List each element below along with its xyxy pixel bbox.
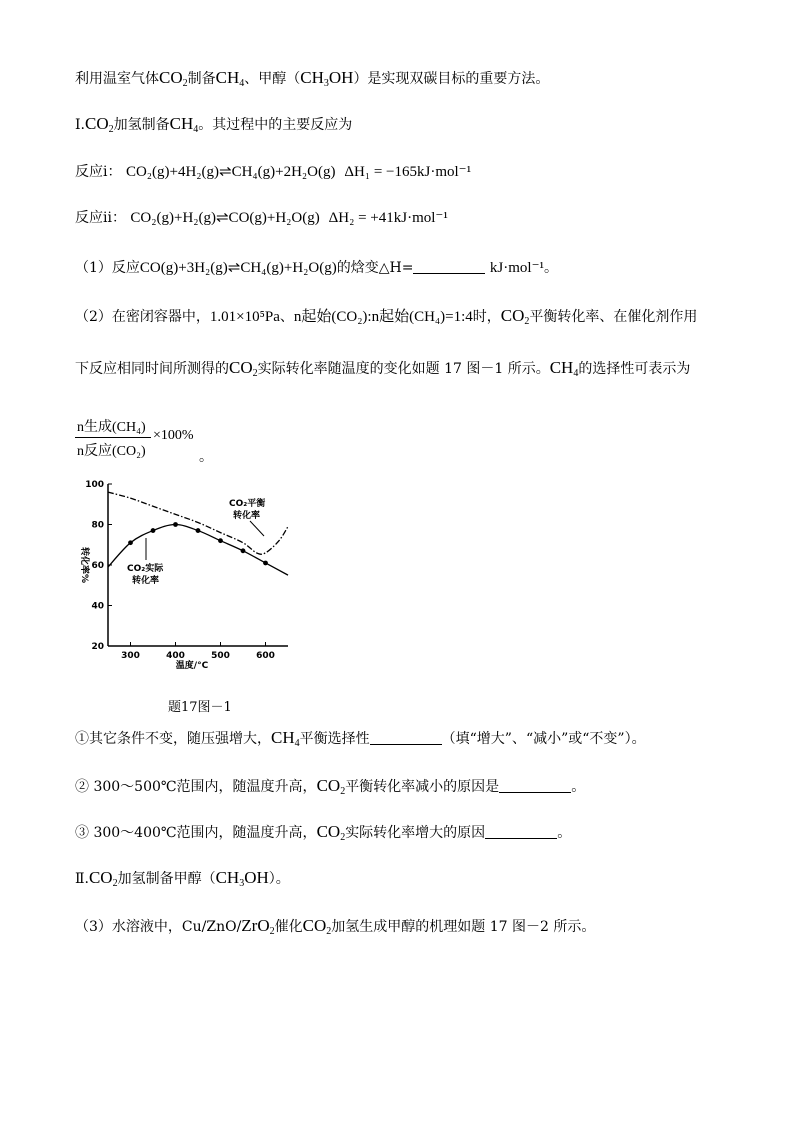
- chart-labels: [127, 497, 265, 586]
- q3-mid: 催化: [274, 919, 303, 935]
- selectivity-fraction: [75, 416, 213, 465]
- y-tick-label: 60: [91, 561, 104, 571]
- sub3-text: 实际转化率增大的原因: [345, 825, 486, 841]
- q3-text: 加氢生成甲醇的机理如题 17 图－2 所示。: [331, 919, 596, 935]
- data-point: [173, 522, 178, 527]
- intro-text-2: 制备: [187, 71, 216, 87]
- reaction-1-enthalpy: ΔH₁ = −165kJ·mol⁻¹: [344, 164, 472, 180]
- q1-end: 。: [544, 260, 558, 276]
- data-point: [263, 561, 268, 566]
- ch4-formula: $CH_4$: [271, 728, 300, 749]
- section-2-text-1: 加氢制备甲醇（: [117, 871, 216, 887]
- sub1-text: 平衡选择性: [299, 731, 370, 747]
- co2-formula: $CO_2$: [229, 358, 258, 379]
- reaction-2-enthalpy: ΔH₂ = +41kJ·mol⁻¹: [328, 210, 448, 226]
- question-1: [75, 258, 558, 278]
- section-1-number: Ⅰ.: [75, 117, 85, 133]
- co2-formula: $CO_2$: [88, 868, 118, 889]
- figure-caption: 题17图－1: [168, 700, 232, 715]
- x-tick-label: 400: [166, 651, 185, 661]
- x-tick-label: 500: [211, 651, 230, 661]
- q2-prefix: （2）在密闭容器中，: [75, 309, 210, 325]
- x-tick-label: 300: [121, 651, 140, 661]
- y-tick-label: 20: [91, 642, 104, 652]
- fraction-bar: [75, 437, 151, 438]
- question-3: [75, 916, 595, 942]
- reaction-2-label: 反应ⅱ：: [75, 210, 126, 226]
- y-axis-label: 转化率%: [79, 546, 89, 584]
- q2-ratio: n起始(CO₂):n起始(CH₄)=1:4: [293, 309, 473, 325]
- co2-formula: $CO_2$: [500, 306, 530, 327]
- intro-text-3: 、甲醇（: [244, 71, 301, 87]
- intro-text-4: ）是实现双碳目标的重要方法。: [353, 71, 550, 87]
- q1-unit: kJ·mol⁻¹: [489, 260, 544, 276]
- sub-question-2: [75, 776, 585, 802]
- q3-prefix: （3）水溶液中，Cu/ZnO/: [75, 919, 242, 935]
- question-2-line-1: （2）在密闭容器中，1.01×10⁵Pa、n起始(CO₂):n起始(CH₄)=1:4时，$CO_2$平衡转化率、在催化剂作用: [75, 306, 698, 327]
- section-1-heading: [75, 114, 352, 140]
- q2-line2c: 的选择性可表示为: [578, 361, 691, 377]
- reaction-2: [75, 208, 448, 228]
- section-2-text-2: ）。: [268, 871, 290, 887]
- co2-formula: $CO_2$: [316, 776, 346, 797]
- y-tick-label: 40: [91, 601, 104, 612]
- q1-equation: CO(g)+3H₂(g)⇌CH₄(g)+H₂O(g): [139, 260, 337, 276]
- section-2-heading: [75, 868, 290, 894]
- ch3oh-formula: $CH_3OH$: [300, 68, 354, 89]
- q2-suffix: 时，: [472, 309, 501, 325]
- co2-formula: $CO_2$: [159, 68, 188, 89]
- x-axis-label: 温度/°C: [175, 661, 209, 671]
- zro2-formula: ZrO$_2$: [241, 916, 275, 937]
- sub1-hint: （填“增大”、“减小”或“不变”）。: [441, 731, 646, 747]
- sub-question-1: [75, 728, 646, 754]
- q2-line2a: 下反应相同时间所测得的: [75, 361, 229, 377]
- fraction-numerator: n生成(CH₄): [77, 420, 146, 435]
- ch4-formula: $CH_4$: [169, 114, 199, 135]
- co2-formula: $CO_2$: [84, 114, 114, 135]
- equilibrium-label-line-1: CO₂平衡: [229, 499, 266, 509]
- reaction-1-label: 反应ⅰ：: [75, 164, 122, 180]
- equilibrium-label-line-2: 转化率: [233, 511, 261, 521]
- conversion-rate-chart: [70, 474, 300, 674]
- question-2-line-2: [75, 358, 690, 384]
- co2-formula: $CO_2$: [302, 916, 332, 937]
- co2-formula: $CO_2$: [316, 822, 346, 843]
- sub2-end: 。: [571, 779, 586, 795]
- q1-answer-blank[interactable]: [413, 259, 485, 274]
- q2-text-1: 平衡转化率、在催化剂作用: [529, 309, 698, 325]
- y-tick-label: 80: [91, 520, 104, 531]
- q2-pressure: 1.01×10⁵Pa: [209, 309, 280, 325]
- equilibrium-label-pointer: [250, 521, 264, 536]
- data-point: [218, 538, 223, 543]
- actual-label-line-1: CO₂实际: [127, 564, 164, 574]
- sub2-prefix: ② 300～500℃范围内，随温度升高，: [75, 779, 317, 795]
- data-point: [151, 528, 156, 533]
- fraction-end: 。: [199, 450, 213, 465]
- section-1-text-2: 。其过程中的主要反应为: [198, 117, 353, 133]
- sub3-answer-blank[interactable]: [485, 824, 557, 839]
- data-point: [196, 528, 201, 533]
- section-2-number: Ⅱ.: [75, 871, 89, 887]
- sub3-prefix: ③ 300～400℃范围内，随温度升高，: [75, 825, 317, 841]
- intro-line: [75, 68, 549, 94]
- reaction-1-equation: CO₂(g)+4H₂(g)⇌CH₄(g)+2H₂O(g): [125, 164, 336, 180]
- sub2-answer-blank[interactable]: [499, 778, 571, 793]
- sub-question-3: [75, 822, 571, 848]
- section-1-text-1: 加氢制备: [113, 117, 170, 133]
- ch3oh-formula: $CH_3OH$: [215, 868, 269, 889]
- ch4-formula: $CH_4$: [549, 358, 579, 379]
- y-tick-label: 100: [85, 480, 104, 490]
- q1-prefix: （1）反应: [75, 260, 140, 276]
- ch4-formula: $CH_4$: [215, 68, 245, 89]
- fraction-denominator: n反应(CO₂): [77, 444, 146, 459]
- fraction-multiplier: ×100%: [153, 428, 194, 443]
- reaction-1: [75, 162, 471, 182]
- sub1-answer-blank[interactable]: [370, 730, 442, 745]
- q1-mid: 的焓变△H=: [336, 260, 414, 276]
- sub3-end: 。: [557, 825, 572, 841]
- x-tick-label: 600: [256, 651, 275, 661]
- data-point: [128, 540, 133, 545]
- q2-line2b: 实际转化率随温度的变化如题 17 图－1 所示。: [257, 361, 550, 377]
- sub1-prefix: ①其它条件不变，随压强增大，: [75, 731, 271, 747]
- sub2-text: 平衡转化率减小的原因是: [345, 779, 500, 795]
- data-point: [241, 548, 246, 553]
- actual-label-line-2: 转化率: [132, 576, 160, 586]
- reaction-2-equation: CO₂(g)+H₂(g)⇌CO(g)+H₂O(g): [130, 210, 320, 226]
- intro-text-1: 利用温室气体: [75, 71, 159, 87]
